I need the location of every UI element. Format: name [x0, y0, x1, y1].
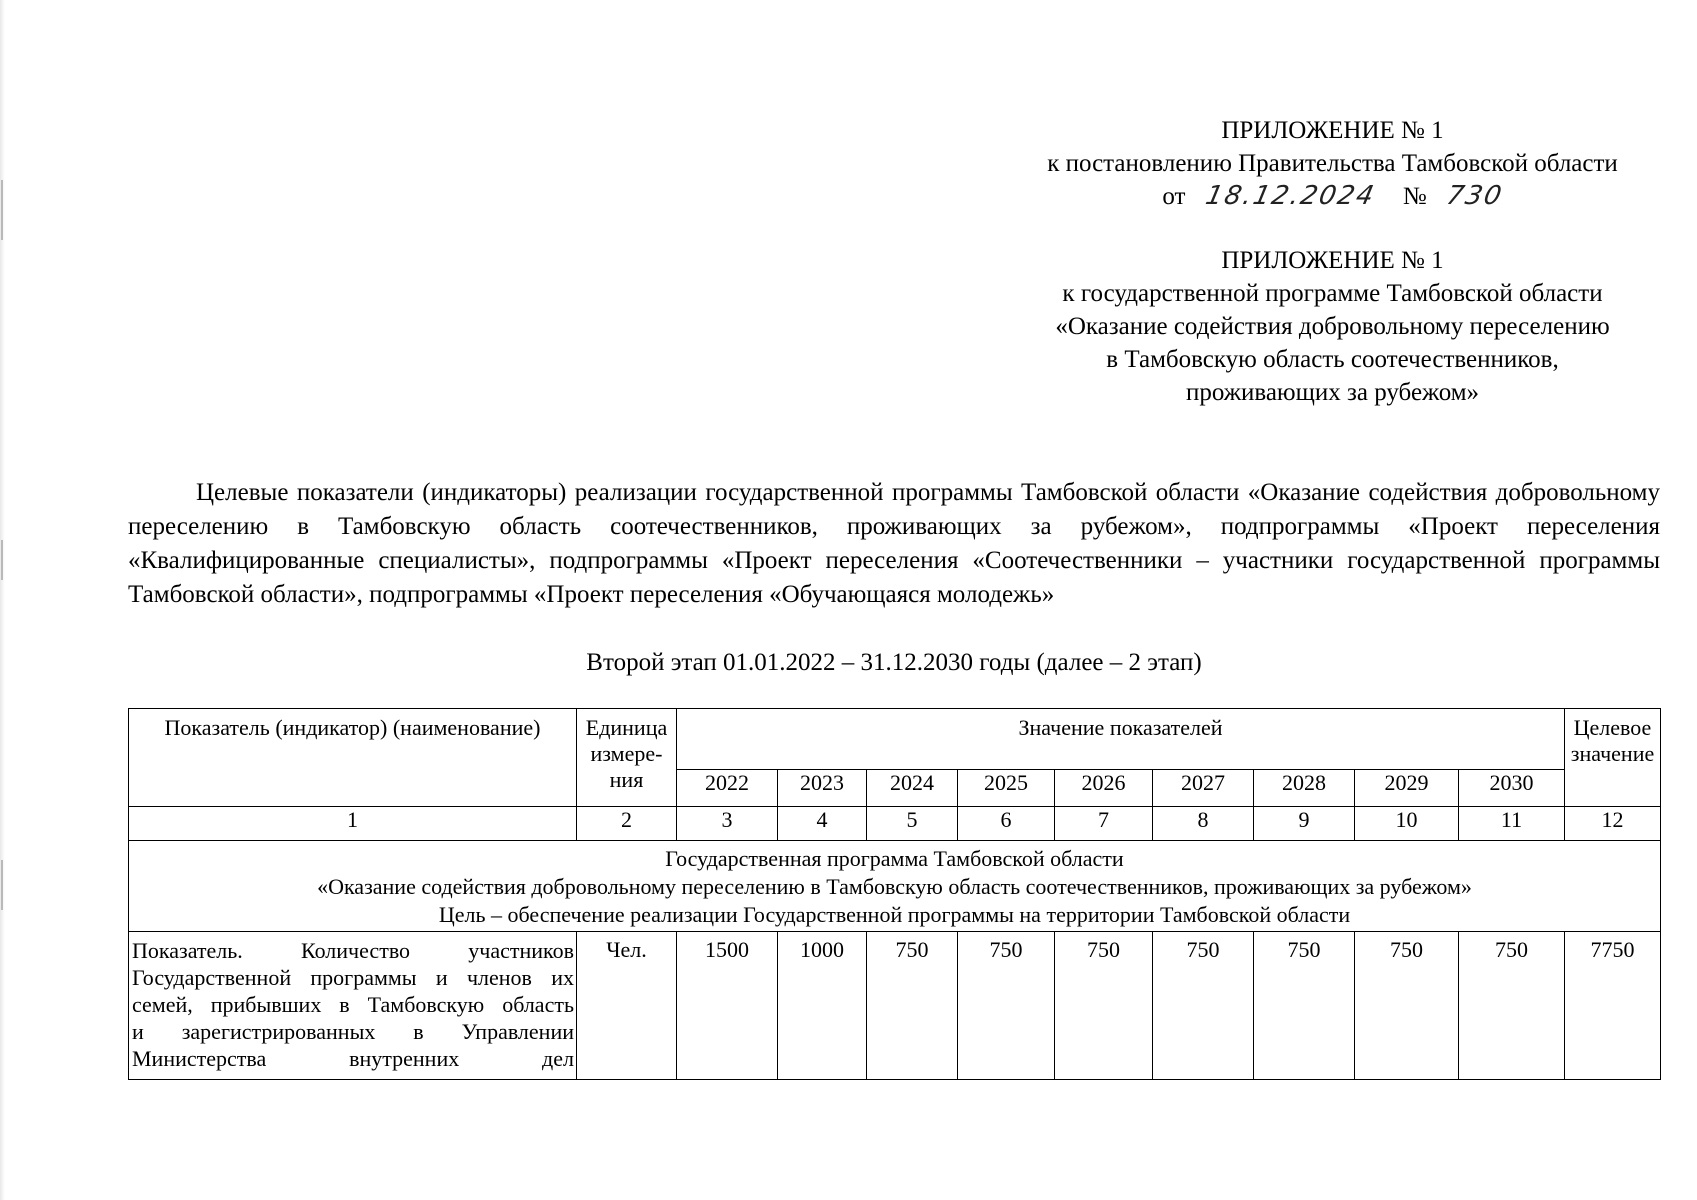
year-cell: 2029 [1355, 770, 1459, 807]
year-cell: 2025 [958, 770, 1055, 807]
year-cell: 2027 [1153, 770, 1254, 807]
indicator-target: 7750 [1565, 932, 1661, 1080]
appendix-line: к государственной программе Тамбовской области [1062, 280, 1603, 307]
section-line: Государственная программа Тамбовской области [665, 846, 1124, 871]
stage-title: Второй этап 01.01.2022 – 31.12.2030 годы (далее – 2 этап) [586, 649, 1202, 676]
number-sign: № [1402, 183, 1427, 210]
column-number: 12 [1565, 807, 1661, 841]
column-number: 10 [1355, 807, 1459, 841]
appendix-line: в Тамбовскую область соотечественников, [1106, 346, 1559, 373]
header-values: Значение показателей [677, 709, 1565, 770]
header-target: Целевое значение [1565, 709, 1661, 807]
column-number: 1 [129, 807, 577, 841]
column-number: 4 [778, 807, 867, 841]
indicator-value: 750 [1055, 932, 1153, 1080]
column-number: 3 [677, 807, 778, 841]
indicator-value: 1500 [677, 932, 778, 1080]
indicator-value: 750 [958, 932, 1055, 1080]
column-number: 5 [867, 807, 958, 841]
indicator-unit: Чел. [577, 932, 677, 1080]
year-cell: 2023 [778, 770, 867, 807]
appendix-subtitle: к постановлению Правительства Тамбовской области [1047, 150, 1618, 177]
appendix-title: ПРИЛОЖЕНИЕ № 1 [1221, 247, 1444, 274]
scan-artifact [1, 180, 3, 240]
handwritten-number: 730 [1443, 181, 1506, 211]
appendix-header-program [1005, 244, 1660, 409]
section-line: Цель – обеспечение реализации Государственной программы на территории Тамбовской области [438, 902, 1351, 927]
indicator-line: Министерства внутренних дел [132, 1046, 574, 1071]
indicator-line: семей, прибывших в Тамбовскую область [132, 992, 574, 1017]
year-cell: 2030 [1459, 770, 1565, 807]
appendix-line: проживающих за рубежом» [1185, 379, 1480, 406]
resolution-date-line [1005, 180, 1660, 213]
appendix-header-resolution [1005, 114, 1660, 213]
scan-artifact [1, 540, 3, 580]
column-number: 2 [577, 807, 677, 841]
header-indicator: Показатель (индикатор) (наименование) [129, 709, 577, 807]
table-row [129, 932, 1661, 1080]
column-number: 6 [958, 807, 1055, 841]
header-unit: Единица измере- ния [577, 709, 677, 807]
date-prefix: от [1162, 183, 1186, 210]
section-row [129, 841, 1661, 932]
year-cell: 2022 [677, 770, 778, 807]
document-intro-paragraph: Целевые показатели (индикаторы) реализации государственной программы Тамбовской области «Оказание содействия добровольному переселению в Тамбовскую область соотечественников, проживающих за рубежом», подпрограммы «Проект переселения «Квалифицированные специалисты», подпрограммы «Проект переселения «Соотечественники – участники государственной программы Тамбовской области», подпрограммы «Проект переселения «Обучающаяся молодежь» [128, 479, 1660, 608]
column-number: 9 [1254, 807, 1355, 841]
column-numbers-row [129, 807, 1661, 841]
scan-artifact [1, 860, 3, 910]
section-line: «Оказание содействия добровольному переселению в Тамбовскую область соотечественников, проживающих за рубежом» [317, 874, 1472, 899]
year-cell: 2024 [867, 770, 958, 807]
table-header-row [129, 709, 1661, 770]
indicator-line: Государственной программы и членов их [132, 965, 574, 990]
indicator-value: 750 [1459, 932, 1565, 1080]
indicator-value: 1000 [778, 932, 867, 1080]
year-cell: 2028 [1254, 770, 1355, 807]
appendix-title: ПРИЛОЖЕНИЕ № 1 [1221, 117, 1444, 144]
handwritten-date: 18.12.2024 [1202, 181, 1378, 211]
indicator-value: 750 [1355, 932, 1459, 1080]
column-number: 11 [1459, 807, 1565, 841]
appendix-line: «Оказание содействия добровольному переселению [1055, 313, 1610, 340]
column-number: 7 [1055, 807, 1153, 841]
indicator-line: Показатель. Количество участников [132, 938, 574, 963]
section-heading [129, 841, 1661, 932]
indicator-value: 750 [867, 932, 958, 1080]
indicator-value: 750 [1153, 932, 1254, 1080]
indicator-value: 750 [1254, 932, 1355, 1080]
column-number: 8 [1153, 807, 1254, 841]
indicators-table [128, 708, 1661, 1080]
indicator-line: и зарегистрированных в Управлении [132, 1019, 574, 1044]
indicator-name [129, 932, 577, 1080]
year-cell: 2026 [1055, 770, 1153, 807]
